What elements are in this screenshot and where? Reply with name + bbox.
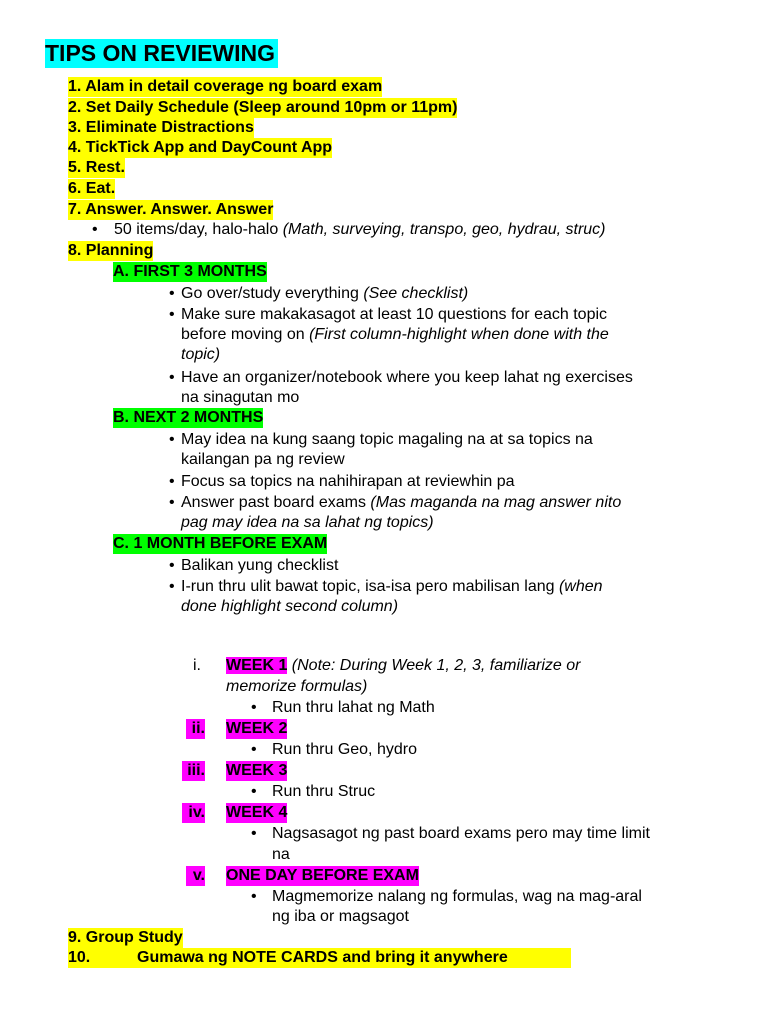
list-item-4: 4. TickTick App and DayCount App [68, 139, 333, 156]
week-2-bullet: Run thru Geo, hydro [272, 741, 417, 758]
list-item-10 [68, 948, 571, 968]
week-4-number: iv. [182, 803, 205, 823]
item-note: (Math, surveying, transpo, geo, hydrau, struc) [282, 221, 606, 238]
bullet-icon: • [169, 473, 175, 490]
section-c-heading: C. 1 MONTH BEFORE EXAM [113, 535, 328, 552]
week-1-label: WEEK 1 [226, 657, 288, 674]
bullet-icon: • [251, 741, 257, 758]
list-item-6: 6. Eat. [68, 180, 116, 197]
bullet-icon: • [169, 431, 175, 448]
week-1-line-1 [226, 656, 581, 676]
section-a-bullet-3-line-2: na sinagutan mo [181, 389, 300, 406]
bullet-icon: • [169, 285, 175, 302]
bullet-icon: • [251, 783, 257, 800]
page-title: TIPS ON REVIEWING [45, 39, 278, 68]
week-1-number: i. [193, 657, 201, 674]
list-item-8: 8. Planning [68, 242, 154, 259]
section-b-bullet-3-line-1: Answer past board exams (Mas maganda na mag answer nito [181, 494, 622, 511]
item-text: 50 items/day, halo-halo [114, 221, 283, 238]
list-item-7: 7. Answer. Answer. Answer [68, 201, 274, 218]
section-b-heading: B. NEXT 2 MONTHS [113, 409, 264, 426]
section-a-bullet-1: Go over/study everything (See checklist) [181, 285, 469, 302]
bullet-icon: • [251, 888, 257, 905]
week-2-label: WEEK 2 [226, 720, 288, 737]
section-c-bullet-2-line-2: done highlight second column) [181, 598, 399, 615]
section-a-bullet-2-line-1: Make sure makakasagot at least 10 questions for each topic [181, 306, 608, 323]
week-2-number: ii. [186, 719, 205, 739]
week-3-label: WEEK 3 [226, 762, 288, 779]
bullet-icon: • [251, 699, 257, 716]
section-a-bullet-2-line-3: topic) [181, 346, 221, 363]
week-4-bullet-line-2: na [272, 846, 290, 863]
bullet-icon: • [169, 494, 175, 511]
bullet-icon: • [251, 825, 257, 842]
week-5-number: v. [186, 866, 205, 886]
week-4-label: WEEK 4 [226, 804, 288, 821]
week-1-note: (Note: During Week 1, 2, 3, familiarize or [287, 657, 581, 674]
section-a-bullet-3-line-1: Have an organizer/notebook where you keep lahat ng exercises [181, 369, 633, 386]
list-item-2: 2. Set Daily Schedule (Sleep around 10pm or 11pm) [68, 99, 458, 116]
list-item-5: 5. Rest. [68, 159, 125, 176]
bullet-icon: • [92, 221, 98, 238]
week-4-bullet-line-1: Nagsasagot ng past board exams pero may time limit [272, 825, 650, 842]
bullet-icon: • [169, 306, 175, 323]
week-1-bullet: Run thru lahat ng Math [272, 699, 435, 716]
section-b-bullet-3-line-2: pag may idea na sa lahat ng topics) [181, 514, 434, 531]
bullet-icon: • [169, 578, 175, 595]
bullet-icon: • [169, 557, 175, 574]
item-text: Gumawa ng NOTE CARDS and bring it anywhere [137, 949, 508, 966]
week-5-bullet-line-2: ng iba or magsagot [272, 908, 409, 925]
list-item-7-sub [114, 220, 606, 240]
week-3-number: iii. [182, 761, 205, 781]
section-a-heading: A. FIRST 3 MONTHS [113, 263, 267, 280]
section-b-bullet-1-line-2: kailangan pa ng review [181, 451, 345, 468]
section-b-bullet-2: Focus sa topics na nahihirapan at reviewhin pa [181, 473, 515, 490]
bullet-icon: • [169, 369, 175, 386]
section-a-bullet-2-line-2: before moving on (First column-highlight when done with the [181, 326, 609, 343]
week-1-line-2: memorize formulas) [226, 678, 368, 695]
section-b-bullet-1-line-1: May idea na kung saang topic magaling na at sa topics na [181, 431, 593, 448]
week-5-bullet-line-1: Magmemorize nalang ng formulas, wag na mag-aral [272, 888, 642, 905]
item-number: 10. [68, 949, 91, 966]
list-item-9: 9. Group Study [68, 929, 183, 946]
section-c-bullet-1: Balikan yung checklist [181, 557, 339, 574]
section-c-bullet-2-line-1: I-run thru ulit bawat topic, isa-isa pero mabilisan lang (when [181, 578, 603, 595]
week-3-bullet: Run thru Struc [272, 783, 376, 800]
week-5-label: ONE DAY BEFORE EXAM [226, 867, 419, 884]
list-item-1: 1. Alam in detail coverage ng board exam [68, 78, 383, 95]
list-item-3: 3. Eliminate Distractions [68, 119, 254, 136]
